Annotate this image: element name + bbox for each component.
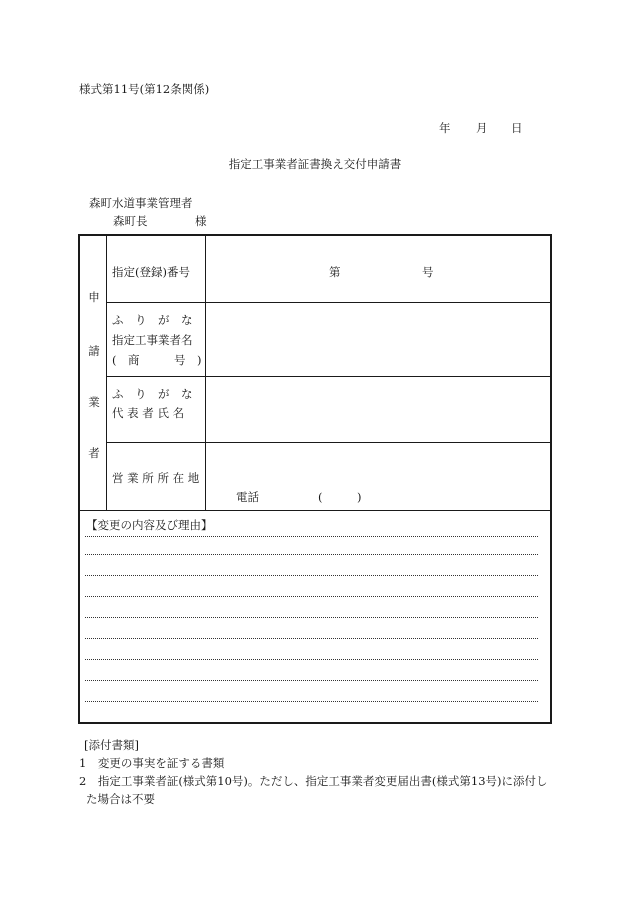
company-name-label: 指定工事業者名: [112, 333, 193, 347]
row-divider-3: [106, 442, 552, 443]
attachment-item-1: 1 変更の事実を証する書類: [79, 756, 225, 770]
addressee-name: 森町長: [113, 214, 148, 228]
addressee-organization: 森町水道事業管理者: [89, 196, 193, 210]
date-year-label: 年: [439, 121, 451, 135]
writing-line-3: [85, 575, 538, 576]
writing-line-4: [85, 596, 538, 597]
attachments-title: [添付書類]: [84, 738, 139, 752]
phone-area-code-parens: ( ): [318, 490, 362, 504]
phone-label: 電話: [236, 490, 259, 504]
writing-line-1: [85, 536, 538, 537]
applicant-char-2: 請: [88, 344, 100, 358]
writing-line-2: [85, 554, 538, 555]
attachment-item-2: 2 指定工事業者証(様式第10号)。ただし、指定工事業者変更届出書(様式第13号)に添付し: [79, 774, 548, 788]
change-reason-label: 【変更の内容及び理由】: [86, 518, 213, 532]
date-month-label: 月: [476, 121, 488, 135]
applicant-char-1: 申: [88, 290, 100, 304]
trade-name-label: ( 商 号 ): [112, 353, 202, 367]
document-title: 指定工事業者証書換え交付申請書: [228, 157, 402, 171]
date-day-label: 日: [511, 121, 523, 135]
row-divider-2: [106, 376, 552, 377]
row-divider-4: [80, 510, 552, 511]
representative-furigana-label: ふ り が な: [112, 387, 193, 401]
designation-number-dai: 第: [329, 265, 341, 279]
applicant-column-divider: [106, 236, 107, 510]
writing-line-8: [85, 680, 538, 681]
writing-line-6: [85, 638, 538, 639]
office-address-label: 営 業 所 所 在 地: [112, 471, 200, 485]
applicant-char-4: 者: [88, 446, 100, 460]
company-furigana-label: ふ り が な: [112, 313, 193, 327]
label-column-divider: [205, 236, 206, 510]
applicant-char-3: 業: [88, 395, 100, 409]
designation-number-label: 指定(登録)番号: [112, 265, 190, 279]
row-divider-1: [106, 302, 552, 303]
form-number: 様式第11号(第12条関係): [79, 82, 210, 96]
addressee-honorific: 様: [195, 214, 207, 228]
designation-number-go: 号: [422, 265, 434, 279]
representative-name-label: 代 表 者 氏 名: [112, 406, 185, 420]
application-table: [78, 234, 552, 724]
writing-line-7: [85, 659, 538, 660]
writing-line-5: [85, 617, 538, 618]
attachment-item-2-continued: た場合は不要: [86, 792, 155, 806]
writing-line-9: [85, 701, 538, 702]
